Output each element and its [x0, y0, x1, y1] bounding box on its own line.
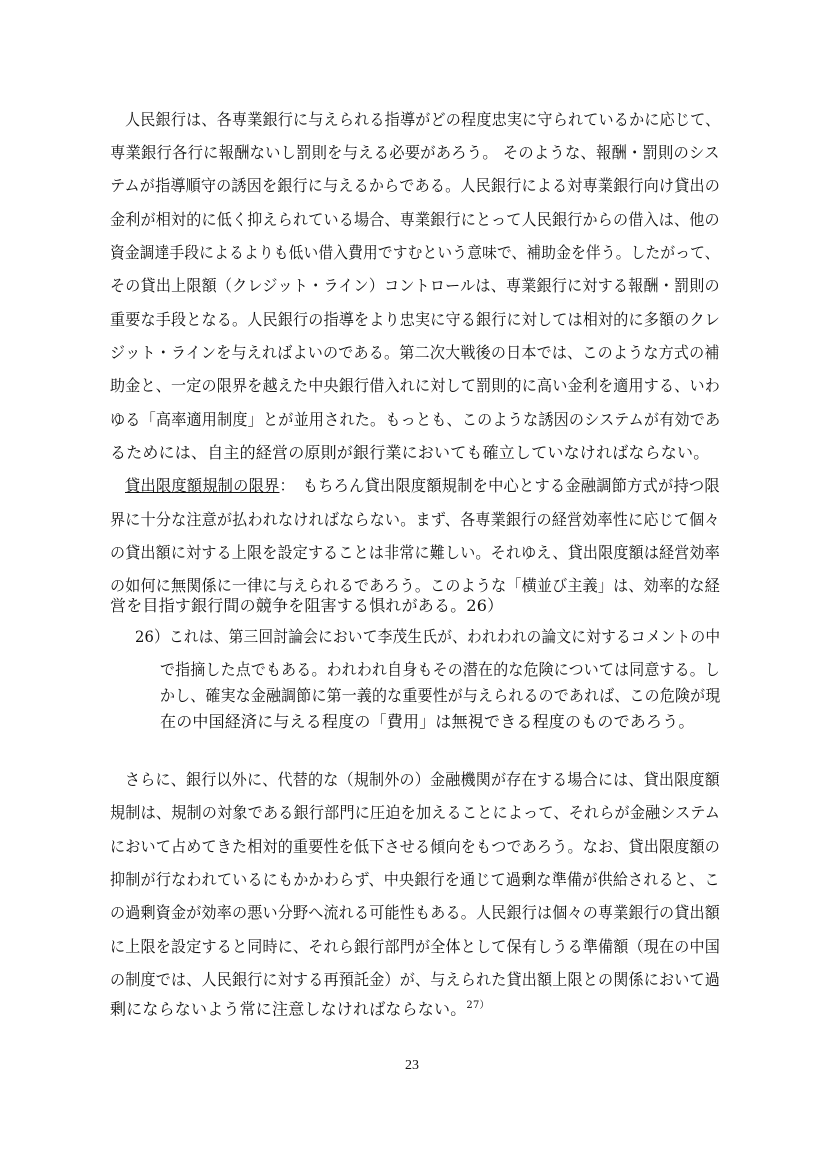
text-line: テムが指導順守の誘因を銀行に与えるからである。人民銀行による対専業銀行向け貸出の [110, 176, 721, 195]
text-line: において占めてきた相対的重要性を低下させる傾向をもつであろう。なお、貸出限度額の [110, 837, 721, 856]
text-line: の貸出額に対する上限を設定することは非常に難しい。それゆえ、貸出限度額は経営効率 [110, 543, 720, 562]
text-line [125, 476, 720, 496]
page-number: 23 [405, 1058, 419, 1073]
text-line: ゆる「高率適用制度」とが並用された。もっとも、このような誘因のシステムが有効であ [110, 410, 721, 429]
text-line: の制度では、人民銀行に対する再預託金）が、与えられた貸出額上限との関係において過 [110, 970, 721, 989]
footnote-ref-27: 27） [466, 1000, 490, 1011]
text-line: 規制は、規制の対象である銀行部門に圧迫を加えることによって、それらが金融システム [110, 803, 721, 822]
text-line: 金利が相対的に低く抑えられている場合、専業銀行にとって人民銀行からの借入は、他の [110, 210, 720, 229]
footnote-line: かし、確実な金融調節に第一義的な重要性が与えられるのであれば、この危険が現 [160, 686, 721, 705]
text-line [110, 996, 490, 1019]
footnote-line: 26）これは、第三回討論会において李茂生氏が、われわれの論文に対するコメントの中 [135, 627, 721, 646]
section-heading: 貸出限度額規制の限界 [125, 476, 280, 495]
text-line: 抑制が行なわれているにもかかわらず、中央銀行を通じて過剰な準備が供給されると、こ [110, 870, 720, 889]
text-line: の如何に無関係に一律に与えられるであろう。このような「横並び主義」は、効率的な経 [110, 576, 720, 595]
text-line: に上限を設定すると同時に、それら銀行部門が全体として保有しうる準備額（現在の中国 [110, 937, 721, 956]
footnote-line: 在の中国経済に与える程度の「費用」は無視できる程度のものであろう。 [160, 712, 695, 731]
text-line: 助金と、一定の限界を越えた中央銀行借入れに対して罰則的に高い金利を適用する、いわ [110, 376, 721, 395]
text-line: 界に十分な注意が払われなければならない。まず、各専業銀行の経営効率性に応じて個々 [110, 510, 720, 529]
last-line-text: 剰にならないよう常に注意しなければならない。 [110, 999, 467, 1019]
text-line: 資金調達手段によるよりも低い借入費用ですむという意味で、補助金を伴う。したがって、 [110, 243, 720, 262]
footnote-line: で指摘した点でもある。われわれ自身もその潜在的な危険については同意する。し [160, 660, 721, 679]
text-line: さらに、銀行以外に、代替的な（規制外の）金融機関が存在する場合には、貸出限度額 [125, 770, 720, 789]
heading-continuation: ： もちろん貸出限度額規制を中心とする金融調節方式が持つ限 [279, 476, 720, 495]
text-line: るためには、自主的経営の原則が銀行業においても確立していなければならない。 [110, 443, 710, 462]
text-line: 人民銀行は、各専業銀行に与えられる指導がどの程度忠実に守られているかに応じて、 [125, 110, 721, 129]
text-line: ジット・ラインを与えればよいのである。第二次大戦後の日本では、このような方式の補 [110, 343, 720, 362]
text-line: 営を目指す銀行間の競争を阻害する惧れがある。26） [110, 596, 504, 615]
text-line: その貸出上限額（クレジット・ライン）コントロールは、専業銀行に対する報酬・罰則の [110, 276, 720, 295]
text-line: 専業銀行各行に報酬ないし罰則を与える必要があろう。 そのような、報酬・罰則のシス [110, 143, 720, 162]
text-line: の過剰資金が効率の悪い分野へ流れる可能性もある。人民銀行は個々の専業銀行の貸出額 [110, 903, 721, 922]
text-line: 重要な手段となる。人民銀行の指導をより忠実に守る銀行に対しては相対的に多額のクレ [110, 310, 721, 329]
